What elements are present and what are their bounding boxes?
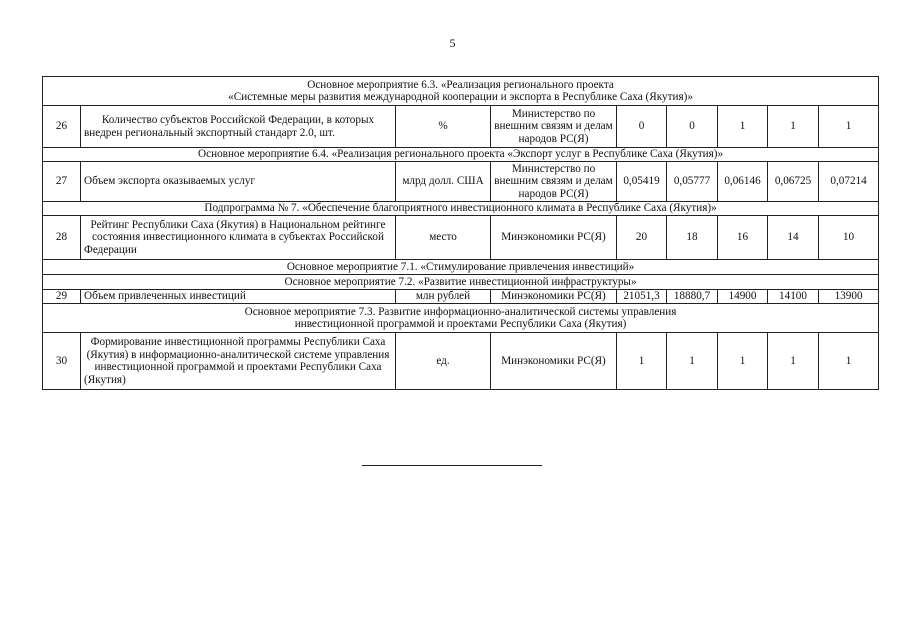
page-number: 5 — [449, 36, 456, 50]
bottom-rule — [362, 465, 542, 466]
value-cell: 10 — [819, 216, 879, 260]
row-number: 30 — [43, 333, 81, 390]
indicator-name: Формирование инвестиционной программы Республики Саха (Якутия) в информационно-аналитической системе управления инвестиционной программой и проектами Республики Саха (Якутия) — [81, 333, 396, 390]
responsible-cell: Минэкономики РС(Я) — [491, 216, 617, 260]
value-cell: 1 — [718, 106, 768, 148]
row-number: 26 — [43, 106, 81, 148]
responsible-cell: Минэкономики РС(Я) — [491, 290, 617, 304]
indicator-name: Объем привлеченных инвестиций — [81, 290, 396, 304]
section-title: Подпрограмма № 7. «Обеспечение благоприятного инвестиционного климата в Республике Саха (Якутия)» — [43, 202, 879, 216]
indicators-table — [42, 76, 879, 390]
section-title: Основное мероприятие 7.1. «Стимулирование привлечения инвестиций» — [43, 260, 879, 275]
table-row — [43, 216, 879, 260]
indicator-name: Количество субъектов Российской Федерации, в которых внедрен региональный экспортный стандарт 2.0, шт. — [81, 106, 396, 148]
unit-cell: ед. — [396, 333, 491, 390]
indicator-name: Рейтинг Республики Саха (Якутия) в Национальном рейтинге состояния инвестиционного климата в субъектах Российской Федерации — [81, 216, 396, 260]
section-title: Основное мероприятие 7.3. Развитие информационно-аналитической системы управления инвестиционной программой и проектами Республики Саха (Якутия) — [43, 304, 879, 333]
value-cell: 1 — [667, 333, 718, 390]
value-cell: 1 — [819, 333, 879, 390]
unit-cell: % — [396, 106, 491, 148]
value-cell: 1 — [718, 333, 768, 390]
section-title: Основное мероприятие 7.2. «Развитие инвестиционной инфраструктуры» — [43, 275, 879, 290]
value-cell: 0,07214 — [819, 162, 879, 202]
row-number: 29 — [43, 290, 81, 304]
section-row — [43, 275, 879, 290]
table-row — [43, 162, 879, 202]
unit-cell: млрд долл. США — [396, 162, 491, 202]
section-title: Основное мероприятие 6.3. «Реализация регионального проекта «Системные меры развития международной кооперации и экспорта в Республике Саха (Якутия)» — [43, 77, 879, 106]
section-row — [43, 260, 879, 275]
section-row — [43, 77, 879, 106]
responsible-cell: Министерство по внешним связям и делам народов РС(Я) — [491, 106, 617, 148]
table-row — [43, 290, 879, 304]
value-cell: 14100 — [768, 290, 819, 304]
value-cell: 0,05777 — [667, 162, 718, 202]
section-title: Основное мероприятие 6.4. «Реализация регионального проекта «Экспорт услуг в Республике Саха (Якутия)» — [43, 148, 879, 162]
value-cell: 13900 — [819, 290, 879, 304]
value-cell: 1 — [768, 106, 819, 148]
section-row — [43, 304, 879, 333]
value-cell: 0,06146 — [718, 162, 768, 202]
section-row — [43, 148, 879, 162]
value-cell: 18 — [667, 216, 718, 260]
value-cell: 1 — [768, 333, 819, 390]
table-body — [43, 77, 879, 390]
row-number: 27 — [43, 162, 81, 202]
value-cell: 18880,7 — [667, 290, 718, 304]
unit-cell: млн рублей — [396, 290, 491, 304]
unit-cell: место — [396, 216, 491, 260]
indicator-name: Объем экспорта оказываемых услуг — [81, 162, 396, 202]
responsible-cell: Министерство по внешним связям и делам народов РС(Я) — [491, 162, 617, 202]
value-cell: 0 — [617, 106, 667, 148]
value-cell: 1 — [819, 106, 879, 148]
value-cell: 21051,3 — [617, 290, 667, 304]
value-cell: 1 — [617, 333, 667, 390]
value-cell: 0 — [667, 106, 718, 148]
section-row — [43, 202, 879, 216]
value-cell: 16 — [718, 216, 768, 260]
table-row — [43, 106, 879, 148]
value-cell: 20 — [617, 216, 667, 260]
value-cell: 0,05419 — [617, 162, 667, 202]
responsible-cell: Минэкономики РС(Я) — [491, 333, 617, 390]
value-cell: 0,06725 — [768, 162, 819, 202]
table-row — [43, 333, 879, 390]
value-cell: 14900 — [718, 290, 768, 304]
row-number: 28 — [43, 216, 81, 260]
value-cell: 14 — [768, 216, 819, 260]
